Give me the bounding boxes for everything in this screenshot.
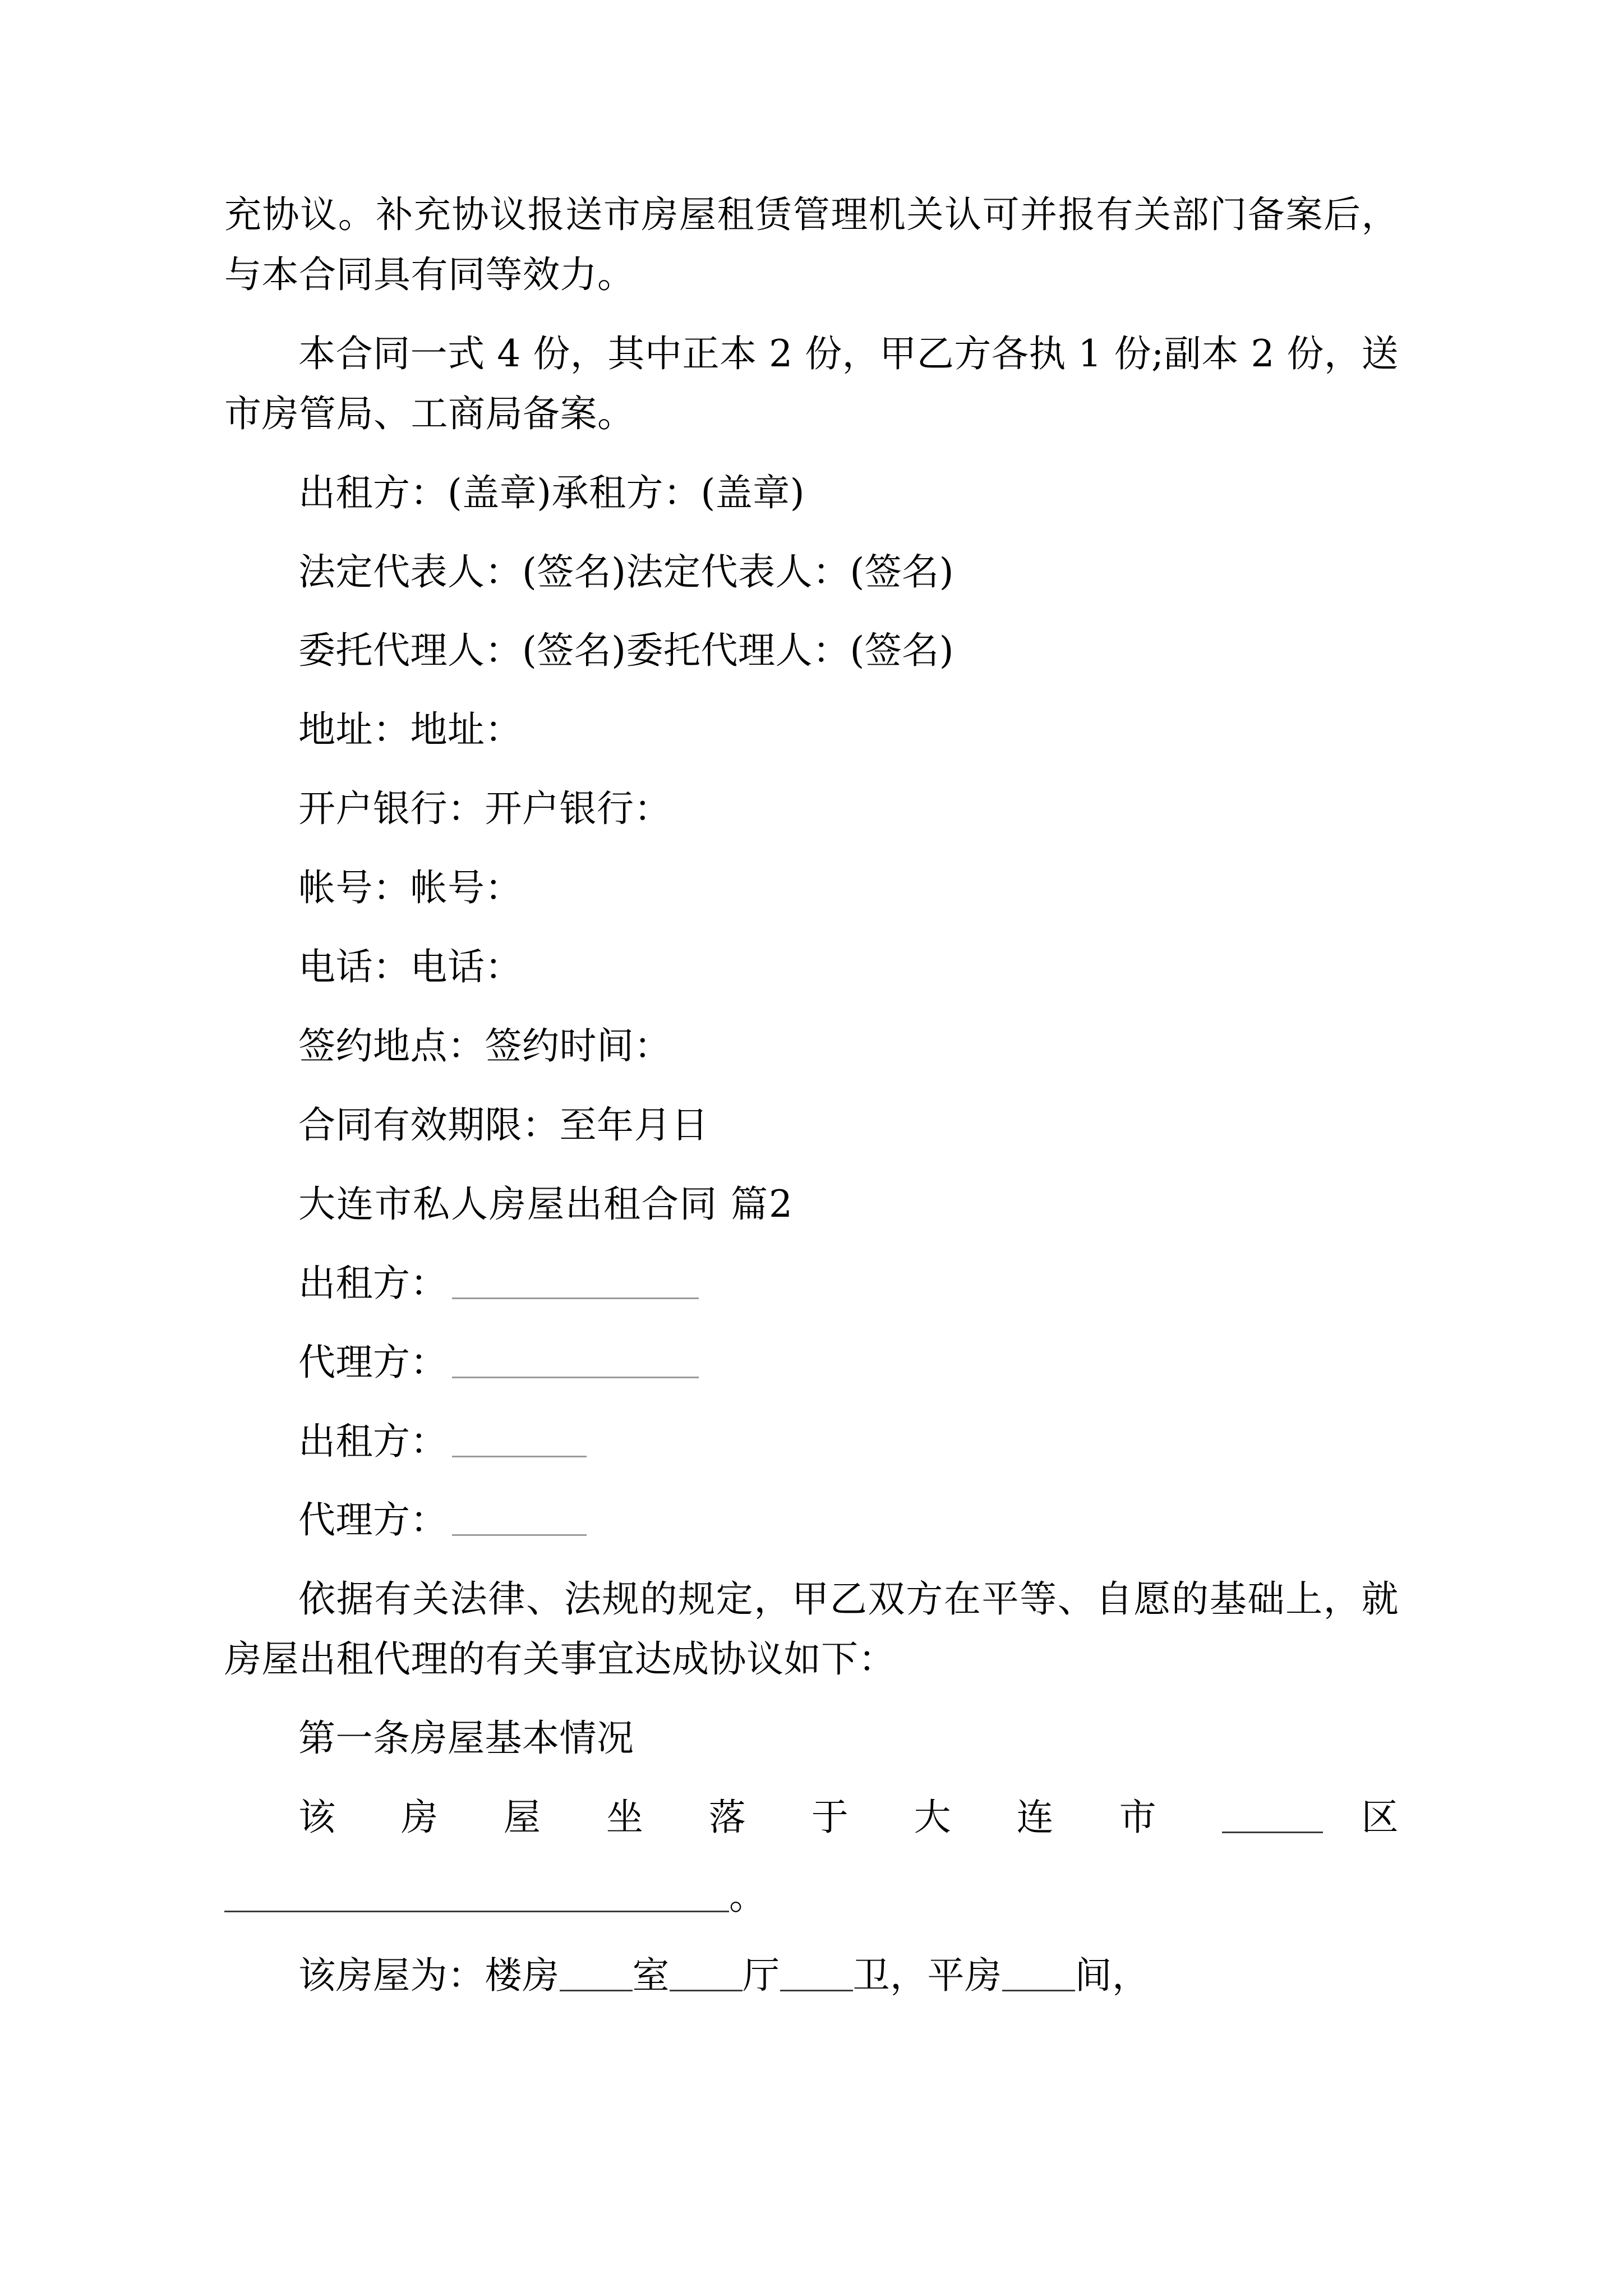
field-lessor-1 [224,1254,1399,1314]
house-rooms-seg3: 卫，平房 [852,1953,1002,1997]
paragraph-account: 帐号：帐号： [298,866,522,910]
field-house-location-line2 [224,1867,1399,1927]
paragraph-phone: 电话：电话： [298,945,522,989]
paragraph-lessor-lessee-seal: 出租方：(盖章)承租方：(盖章) [298,471,805,514]
paragraph-bank: 开户银行：开户银行： [298,787,671,831]
paragraph-agreement-basis: 依据有关法律、法规的规定，甲乙双方在平等、自愿的基础上，就房屋出租代理的有关事宜达成协议如下： [224,1577,1399,1681]
field-lessor-2-blank[interactable] [452,1456,587,1457]
section-heading-part2: 大连市私人房屋出租合同 篇2 [298,1182,794,1226]
house-location-district-blank[interactable] [1222,1832,1323,1833]
document-body [224,185,1399,2006]
paragraph-continued: 充协议。补充协议报送市房屋租赁管理机关认可并报有关部门备案后，与本合同具有同等效力。 [224,193,1399,296]
paragraph-copies: 本合同一式 4 份，其中正本 2 份，甲乙方各执 1 份;副本 2 份，送市房管局、工商局备案。 [224,332,1399,435]
house-rooms-seg4: 间， [1075,1953,1150,1997]
house-rooms-blank-1[interactable] [560,1990,633,1991]
house-rooms-blank-2[interactable] [670,1990,743,1991]
field-agent-1-label: 代理方： [298,1340,448,1384]
field-house-rooms [224,1946,1399,2006]
paragraph-validity-period: 合同有效期限：至年月日 [298,1103,709,1147]
paragraph-legal-representative: 法定代表人：(签名)法定代表人：(签名) [298,550,954,593]
field-lessor-1-blank[interactable] [452,1297,699,1299]
field-agent-2-label: 代理方： [298,1498,448,1542]
field-agent-1 [224,1333,1399,1393]
house-rooms-blank-3[interactable] [780,1990,853,1991]
house-rooms-blank-4[interactable] [1002,1990,1075,1991]
paragraph-article-one: 第一条房屋基本情况 [298,1717,634,1760]
field-lessor-2 [224,1412,1399,1472]
house-location-suffix: 区 [1361,1796,1399,1839]
field-agent-1-blank[interactable] [452,1377,699,1378]
house-location-detail-blank[interactable] [224,1911,729,1912]
field-agent-2-blank[interactable] [452,1534,587,1536]
house-rooms-prefix: 该房屋为：楼房 [298,1953,560,1997]
house-rooms-seg2: 厅 [743,1953,780,1997]
house-rooms-seg1: 室 [632,1953,670,1997]
field-house-location [224,1788,1399,1848]
paragraph-signing-place-time: 签约地点：签约时间： [298,1024,671,1068]
house-location-prefix: 该 房 屋 坐 落 于 大 连 市 [298,1796,1183,1839]
field-agent-2 [224,1490,1399,1550]
field-lessor-1-label: 出租方： [298,1261,448,1305]
field-lessor-2-label: 出租方： [298,1419,448,1463]
paragraph-authorized-agent: 委托代理人：(签名)委托代理人：(签名) [298,629,954,673]
paragraph-address: 地址：地址： [298,708,522,752]
house-location-tail: 。 [729,1874,767,1918]
